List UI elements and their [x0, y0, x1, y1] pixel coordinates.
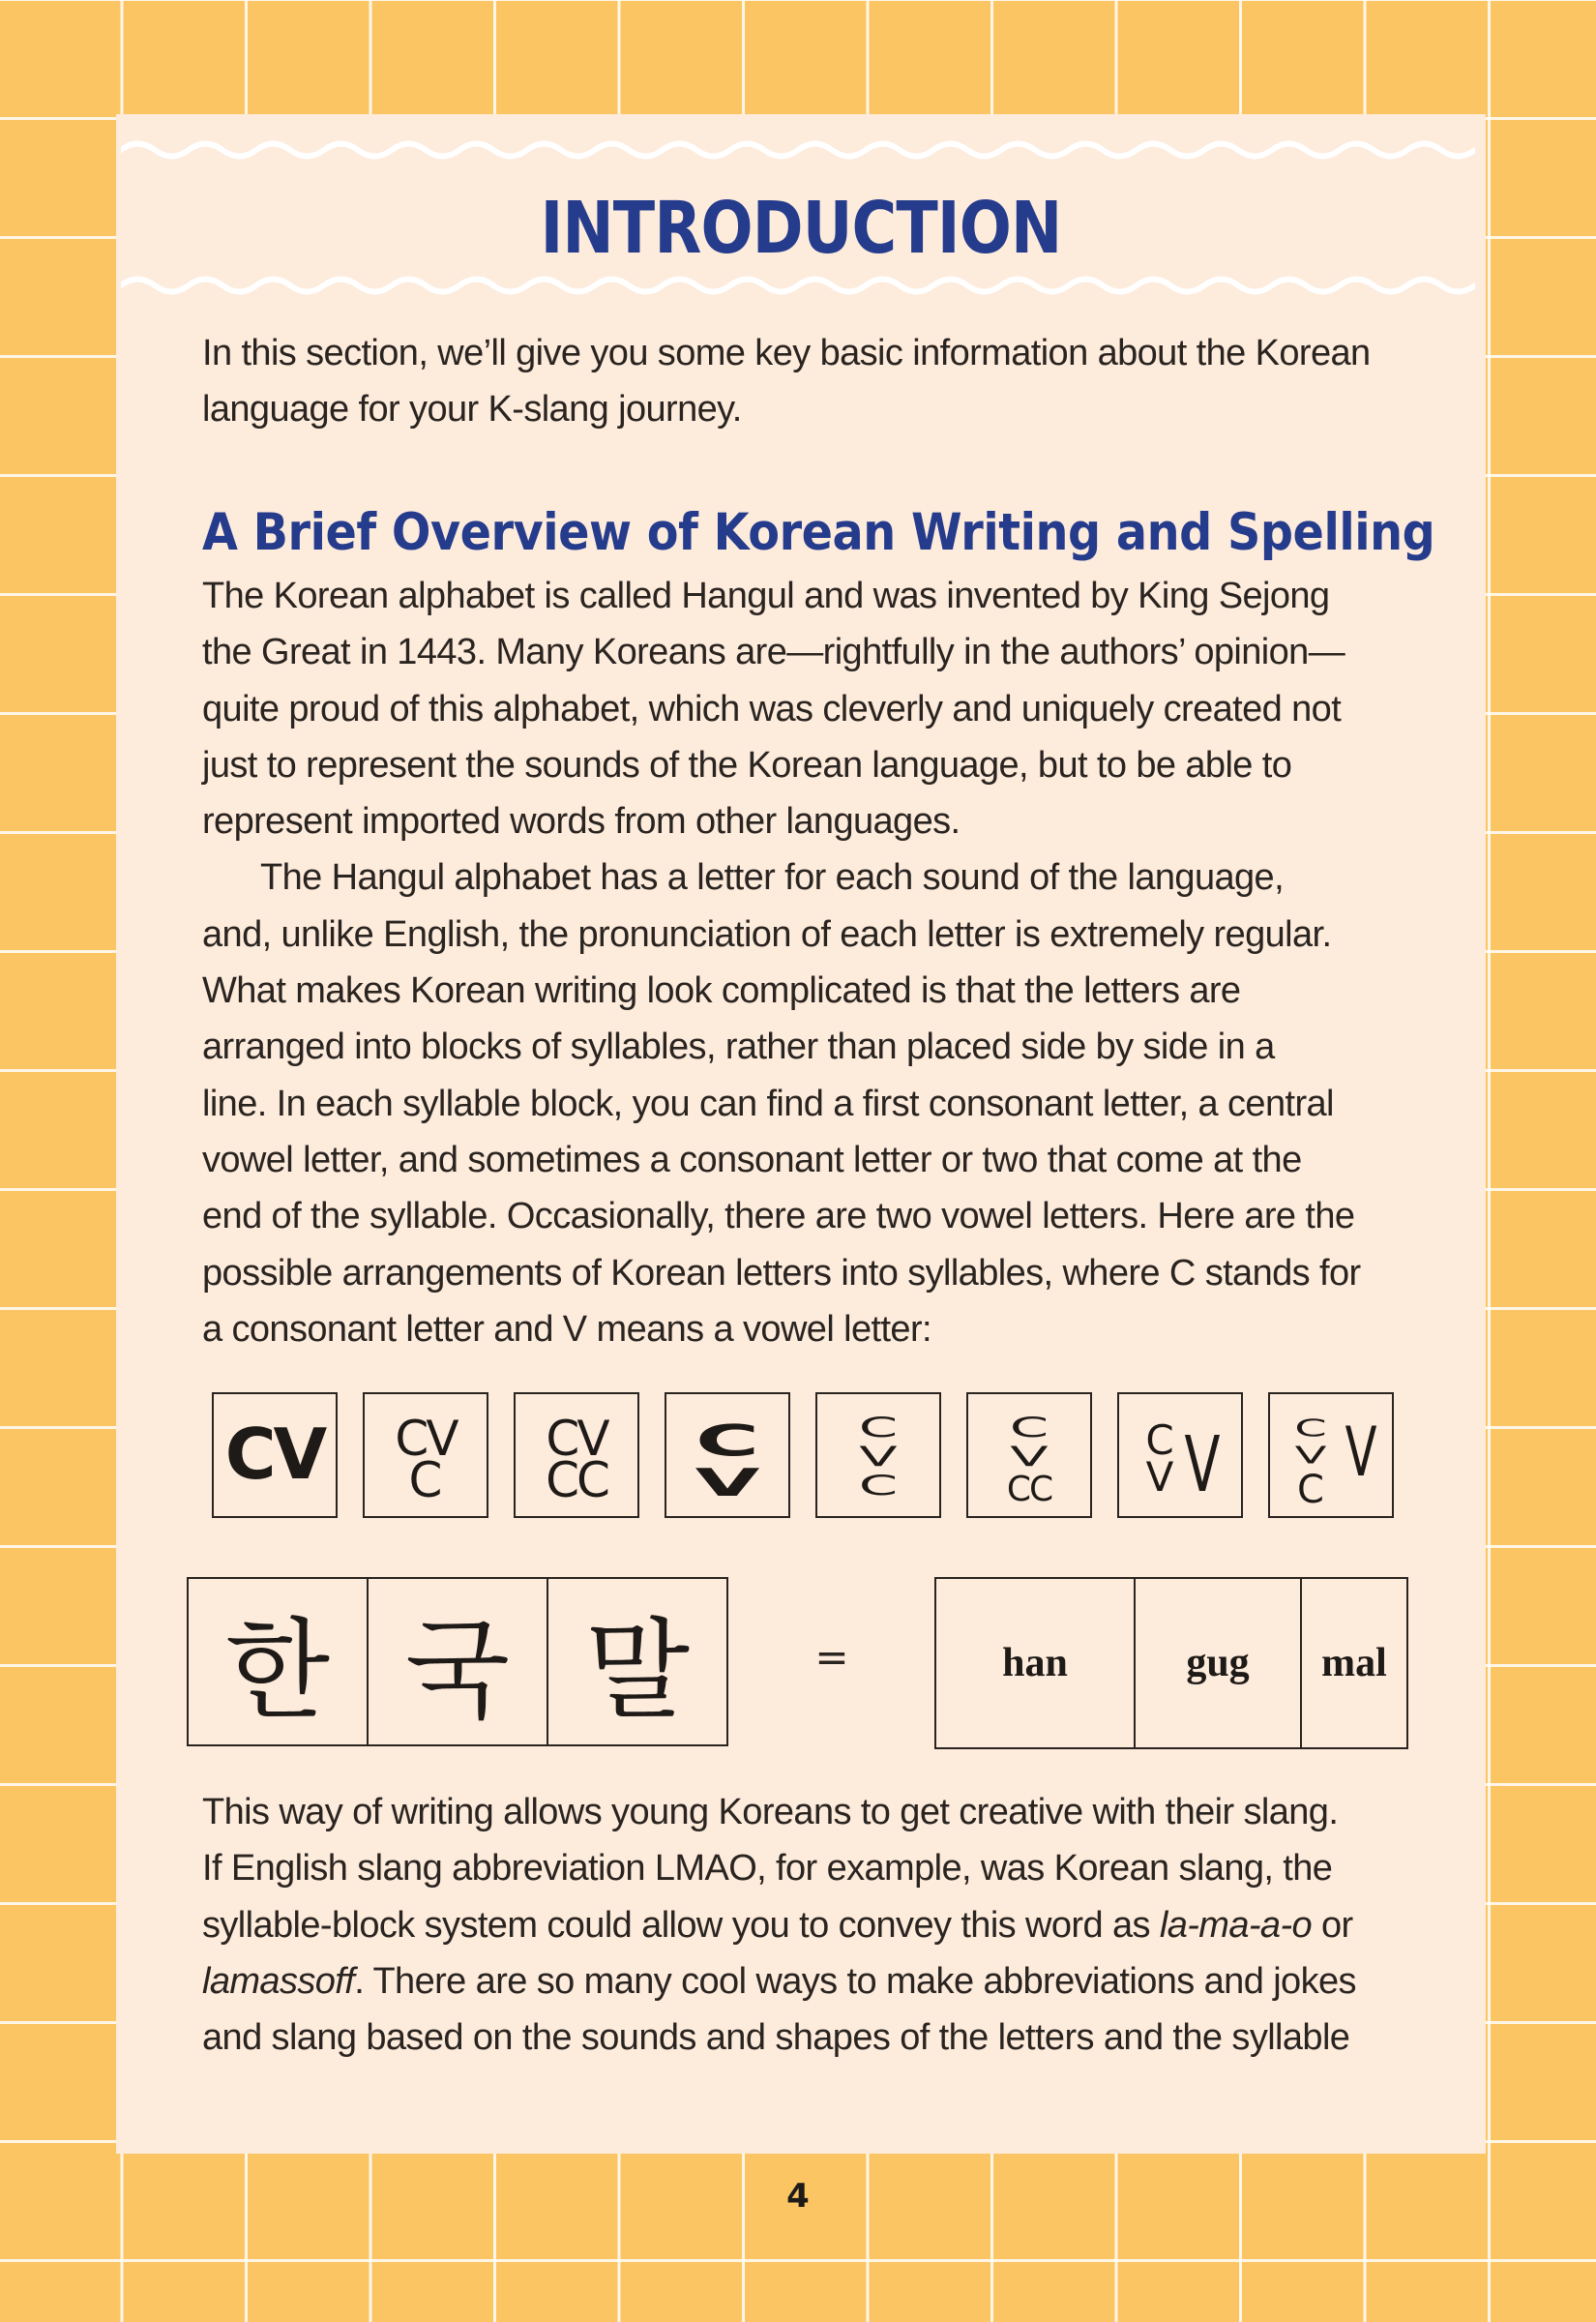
pattern-letter: C: [1006, 1470, 1029, 1509]
pattern-letter: V: [695, 1460, 760, 1505]
text-run: If English slang abbreviation LMAO, for example, was Korean slang, the: [202, 1848, 1333, 1890]
wave-divider-top: [121, 137, 1475, 163]
text-line: [202, 1897, 1411, 1953]
pattern-letter: V: [576, 1411, 607, 1467]
pattern-letter: V: [1294, 1442, 1327, 1470]
equals-sign: =: [814, 1633, 849, 1681]
text-line: vowel letter, and sometimes a consonant letter or two that come at the: [202, 1139, 1302, 1180]
pattern-letter: C: [1297, 1468, 1324, 1512]
hangul-syllable: 국: [367, 1579, 547, 1744]
pattern-letter: V: [859, 1440, 898, 1474]
text-line: [202, 1953, 1411, 2009]
pattern-letter: C: [1009, 1411, 1049, 1444]
text-run: syllable-block system could allow you to convey this word as: [202, 1904, 1160, 1946]
hangul-syllable: 말: [547, 1579, 726, 1744]
text-run: This way of writing allows young Koreans to get creative with their slang.: [202, 1792, 1339, 1832]
romanization-table: [934, 1577, 1408, 1749]
pattern-letter: V: [1010, 1440, 1049, 1474]
text-run: . There are so many cool ways to make abbreviations and jokes: [354, 1960, 1356, 2002]
pattern-cv-v: [1117, 1392, 1243, 1518]
wave-divider-bottom: [121, 273, 1475, 298]
text-line: arranged into blocks of syllables, rather than placed side by side in a: [202, 1027, 1275, 1068]
text-line: The Hangul alphabet has a letter for each sound of the language,: [260, 857, 1285, 899]
romanized-syllable: mal: [1300, 1579, 1406, 1747]
example-term: la-ma-a-o: [1159, 1904, 1313, 1946]
text-line: and, unlike English, the pronunciation of each letter is extremely regular.: [202, 913, 1332, 955]
text-line: What makes Korean writing look complicated is that the letters are: [202, 970, 1241, 1012]
text-line: possible arrangements of Korean letters into syllables, where C stands for: [202, 1252, 1361, 1294]
paragraph-syllable-blocks: [202, 849, 1411, 1357]
pattern-letter: V: [273, 1414, 325, 1495]
svg-text:CV: [225, 1414, 328, 1495]
text-line: [202, 1784, 1411, 1840]
pattern-letter: C: [546, 1452, 576, 1508]
text-line: In this section, we’ll give you some key basic information about the Korean: [202, 333, 1371, 373]
page-title: INTRODUCTION: [540, 187, 1062, 270]
pattern-letter: C: [1029, 1470, 1052, 1509]
pattern-letter: C: [224, 1414, 274, 1495]
paragraph-hangul-history: [202, 568, 1411, 849]
pattern-letter: C: [858, 1411, 899, 1444]
pattern-c-over-v: [665, 1392, 790, 1518]
hangul-word-table: [187, 1577, 728, 1746]
pattern-cv-v-c: [1268, 1392, 1394, 1518]
pattern-letter: C: [546, 1411, 577, 1467]
text-line: just to represent the sounds of the Korean language, but to be able to: [202, 744, 1292, 786]
text-line: [202, 2009, 1411, 2066]
page-number: 4: [786, 2177, 810, 2216]
text-line: The Korean alphabet is called Hangul and was invented by King Sejong: [202, 576, 1330, 616]
text-line: language for your K-slang journey.: [202, 389, 742, 431]
pattern-letter: C: [1145, 1416, 1174, 1464]
pattern-letter: V: [1345, 1413, 1377, 1493]
pattern-letter: C: [395, 1411, 427, 1467]
pattern-letter: V: [426, 1411, 457, 1467]
text-line: quite proud of this alphabet, which was cleverly and uniquely created not: [202, 688, 1342, 729]
text-line: the Great in 1443. Many Koreans are—rightfully in the authors’ opinion—: [202, 632, 1345, 673]
section-heading: A Brief Overview of Korean Writing and Spelling: [202, 503, 1435, 562]
pattern-letter: C: [408, 1452, 443, 1508]
pattern-letter: C: [1294, 1414, 1327, 1443]
hangul-syllable: 한: [224, 1608, 331, 1734]
pattern-c-v-cc-stacked: [966, 1392, 1092, 1518]
text-run: and slang based on the sounds and shapes of the letters and the syllable: [202, 2017, 1350, 2059]
pattern-letter: V: [1145, 1453, 1174, 1501]
pattern-letter: C: [858, 1469, 899, 1503]
pattern-letter: V: [1184, 1419, 1221, 1509]
text-run: or: [1312, 1904, 1353, 1946]
pattern-letter: C: [695, 1415, 760, 1467]
example-term: lamassoff: [202, 1960, 355, 2002]
intro-paragraph: [202, 325, 1411, 438]
pattern-cv-c: [363, 1392, 488, 1518]
pattern-letter: C: [576, 1452, 607, 1508]
pattern-cv: [212, 1392, 338, 1518]
romanized-syllable: gug: [1134, 1579, 1300, 1747]
pattern-c-v-c-stacked: [815, 1392, 941, 1518]
text-line: represent imported words from other languages.: [202, 801, 961, 843]
text-line: line. In each syllable block, you can find a first consonant letter, a central: [202, 1083, 1334, 1124]
text-line: end of the syllable. Occasionally, there are two vowel letters. Here are the: [202, 1196, 1355, 1237]
overview-text: [202, 568, 1411, 1357]
svg-text:CC: [1007, 1470, 1052, 1509]
text-line: [202, 1840, 1411, 1896]
syllable-pattern-diagram: [212, 1392, 1394, 1518]
text-line: a consonant letter and V means a vowel letter:: [202, 1308, 931, 1350]
closing-paragraph: [202, 1784, 1411, 2066]
romanized-syllable: han: [1002, 1641, 1068, 1685]
svg-text:CC: [546, 1452, 608, 1508]
pattern-cv-cc: [514, 1392, 639, 1518]
